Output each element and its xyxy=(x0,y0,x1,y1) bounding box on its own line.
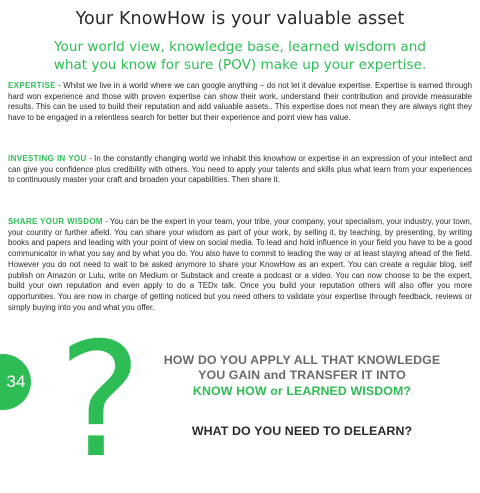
paragraph-text: - Whilst we live in a world where we can google anything – do not let it devalue expertise. Expertise is earned through hard won experience and those with proven expertise can show their work, understand their contribution and provide measurable results. This can be used to build their reputation and add valuable assets.. This expertise does not mean they are always right they have to be engaged in a relentless search for better but their experience and point view has value. xyxy=(8,81,472,123)
callout-line-3 xyxy=(150,384,454,400)
paragraph-investing-in-you xyxy=(8,154,472,186)
page-title: Your KnowHow is your valuable asset xyxy=(75,9,405,29)
paragraph-text: - In the constantly changing world we inhabit this knowhow or expertise in an expression of your intellect and can give you confidence plus credibility with others. You need to apply your talents and skills plus what learn from your experiences to continuously master your craft and broaden your capabilities. Then share it. xyxy=(8,154,472,185)
callout-know-how: KNOW HOW xyxy=(192,384,267,398)
page-subtitle: Your world view, knowledge base, learned wisdom and what you know for sure (POV) make up your expertise. xyxy=(53,39,427,73)
paragraph-share-your-wisdom xyxy=(8,217,472,313)
paragraph-keyword: INVESTING IN YOU xyxy=(8,154,87,163)
callout-learned-wisdom: LEARNED WISDOM? xyxy=(286,384,412,398)
paragraph-keyword: EXPERTISE xyxy=(8,81,56,90)
callout-line-1: HOW DO YOU APPLY ALL THAT KNOWLEDGE xyxy=(163,353,441,367)
paragraph-expertise xyxy=(8,81,472,124)
callout-or: or xyxy=(266,384,287,398)
page-number: 34 xyxy=(6,372,26,391)
question-mark-icon: ? xyxy=(58,309,142,493)
paragraph-text: - You can be the expert in your team, your tribe, your company, your specialism, your industry, your town, your country or further afield. You can share your wisdom as part of your work, by selling it, by teaching, by presenting, by writing books and papers and leading with your point of view on social media. To lead and hold influence in your field you have to be a good communicator in what you say and by what you do. You also have to commit to leading the way or at least staying ahead of the field. However you do not need to wait to be asked anymore to share your KnowHow as an expert. You can create a regular blog, self publish on Amazon or Lulu, write on Medium or Substack and create a podcast or a video. You can now choose to be the expert, build your own reputation and even apply to do a TEDx talk. Once you build your reputation others will also offer you more opportunities. You are now in charge of getting noticed but you need others to validate your expertise through feedback, reviews or simply buying into you and what you offer. xyxy=(8,217,472,312)
paragraph-keyword: SHARE YOUR WISDOM xyxy=(8,217,103,226)
callout-line-2: YOU GAIN and TRANSFER IT INTO xyxy=(198,368,406,382)
callout-question: WHAT DO YOU NEED TO DELEARN? xyxy=(191,424,413,438)
